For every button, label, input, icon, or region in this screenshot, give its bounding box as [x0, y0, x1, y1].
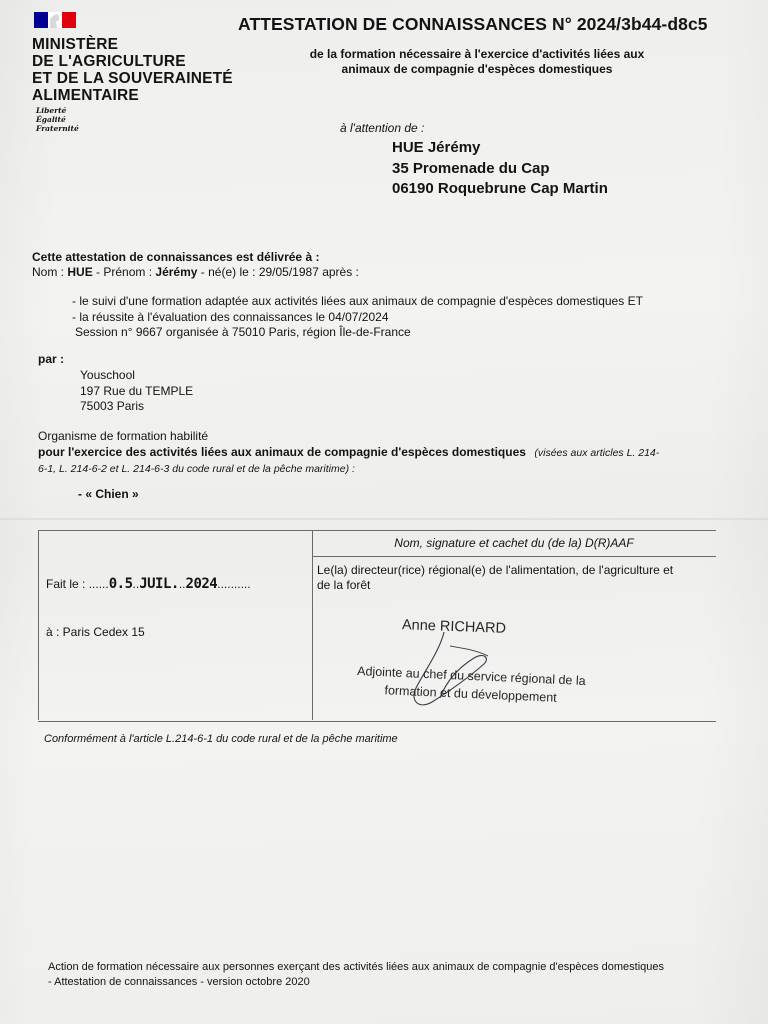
footer-line: - Attestation de connaissances - version octobre 2020 [48, 976, 310, 988]
delivery-heading: Cette attestation de connaissances est délivrée à : [32, 250, 320, 264]
table-border [38, 530, 39, 720]
animal-category: - « Chien » [78, 487, 139, 501]
table-header-rule [312, 556, 716, 557]
session-info: Session n° 9667 organisée à 75010 Paris, région Île-de-France [75, 325, 411, 339]
director-title-line: de la forêt [317, 578, 371, 592]
training-organization [80, 368, 193, 415]
par-label: par : [38, 352, 65, 366]
nom-label: Nom : [32, 265, 65, 279]
legal-reference: (visées aux articles L. 214- [534, 447, 660, 459]
condition-item: - le suivi d'une formation adaptée aux activités liées aux animaux de compagnie d'espèces domestiques ET [72, 294, 643, 308]
dotted-leader: .. [178, 577, 186, 591]
habilitation-label: Organisme de formation habilité [38, 429, 209, 443]
signatory-name: Anne RICHARD [401, 617, 507, 637]
legal-note: Conformément à l'article L.214-6-1 du code rural et de la pêche maritime [44, 733, 398, 745]
subtitle-line: de la formation nécessaire à l'exercice d'activités liées aux [309, 47, 645, 61]
republic-motto [36, 106, 79, 133]
fait-le-label: Fait le : [46, 577, 86, 591]
director-title-line: Le(la) directeur(rice) régional(e) de l'alimentation, de l'agriculture et [317, 563, 674, 577]
date-year: 2024 [185, 576, 218, 592]
dotted-leader: .......... [217, 577, 251, 591]
dotted-leader: ...... [88, 577, 109, 591]
table-divider [312, 530, 313, 720]
habilitation-activity: pour l'exercice des activités liées aux animaux de compagnie d'espèces domestiques [38, 445, 526, 459]
motto-line: Égalité [36, 115, 66, 124]
director-title [317, 563, 712, 593]
paper-fold-line [0, 518, 768, 520]
ministry-name [32, 36, 233, 104]
holder-identity [32, 265, 359, 279]
organization-city: 75003 Paris [80, 399, 145, 413]
recipient-city: 06190 Roquebrune Cap Martin [392, 180, 608, 197]
dotted-leader: .. [132, 577, 140, 591]
date-day: 0.5 [108, 576, 133, 592]
fait-le-field [46, 576, 251, 592]
training-conditions [72, 294, 643, 341]
prenom-label: - Prénom : [96, 265, 153, 279]
recipient-address-block [392, 138, 608, 200]
motto-line: Liberté [36, 106, 67, 115]
ministry-line: ALIMENTAIRE [32, 87, 139, 104]
birth-date: - né(e) le : 29/05/1987 après : [200, 265, 359, 279]
page-footer [48, 960, 664, 990]
legal-reference-cont: 6-1, L. 214-6-2 et L. 214-6-3 du code rural et de la pêche maritime) : [38, 462, 355, 475]
recipient-name: HUE Jérémy [392, 139, 481, 156]
ministry-line: MINISTÈRE [32, 36, 119, 53]
prenom-value: Jérémy [155, 265, 198, 279]
footer-line: Action de formation nécessaire aux personnes exerçant des activités liées aux animaux de compagnie d'espèces domestiques [48, 961, 665, 973]
condition-item: - la réussite à l'évaluation des connaissances le 04/07/2024 [72, 309, 389, 324]
ministry-line: DE L'AGRICULTURE [32, 53, 186, 70]
document-subtitle [292, 47, 662, 77]
attention-label: à l'attention de : [340, 121, 425, 135]
subtitle-line: animaux de compagnie d'espèces domestiques [341, 62, 613, 76]
signatory-role-line: Adjointe au chef du service régional de la [356, 664, 586, 688]
document-title: ATTESTATION DE CONNAISSANCES N° 2024/3b44-d8c5 [238, 14, 708, 34]
ministry-line: ET DE LA SOUVERAINETÉ [32, 70, 233, 87]
nom-value: HUE [67, 265, 93, 279]
recipient-street: 35 Promenade du Cap [392, 159, 550, 177]
signing-place: à : Paris Cedex 15 [46, 625, 145, 639]
signature-header: Nom, signature et cachet du (de la) D(R)AAF [394, 536, 634, 550]
marianne-flag-logo [34, 12, 76, 28]
signatory-role-line: formation et du développement [384, 683, 558, 705]
motto-line: Fraternité [36, 124, 79, 133]
organization-name: Youschool [80, 368, 135, 382]
date-month: JUIL. [139, 576, 179, 592]
organization-street: 197 Rue du TEMPLE [80, 383, 194, 398]
habilitation-scope [38, 444, 718, 477]
